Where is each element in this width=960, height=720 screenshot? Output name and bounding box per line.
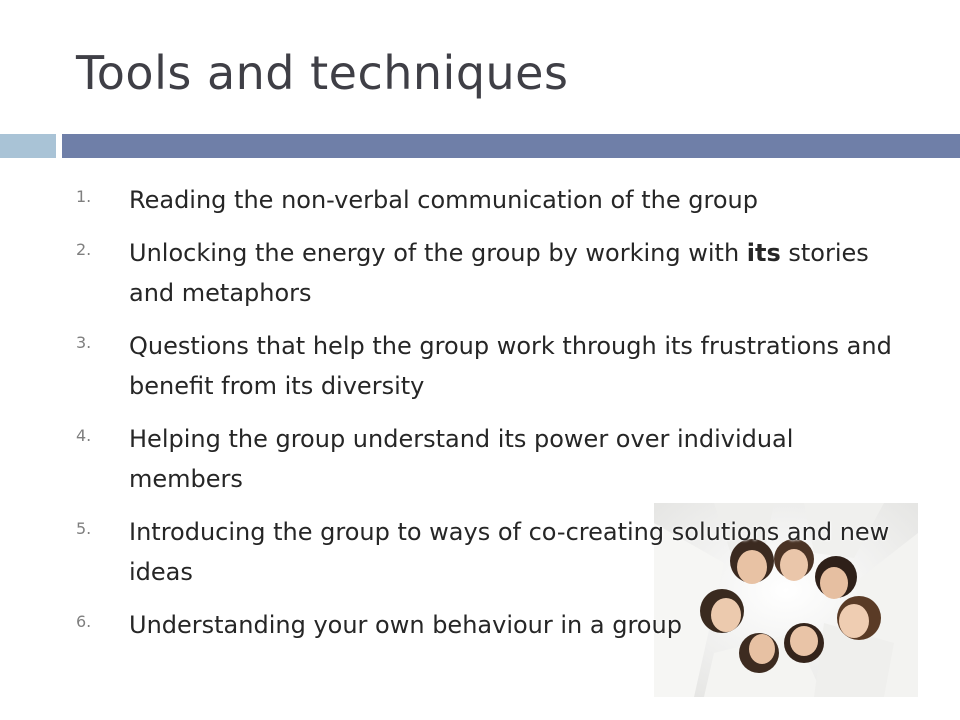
title-divider-bar — [62, 134, 960, 158]
title-divider-accent — [0, 134, 56, 158]
list-item — [0, 419, 960, 499]
list-item-number: 6. — [76, 612, 92, 631]
list-item — [0, 233, 960, 313]
list-item-number: 3. — [76, 333, 92, 352]
techniques-list — [0, 180, 960, 658]
list-item-text-part: Unlocking the energy of the group by working with — [129, 239, 747, 267]
list-item — [0, 512, 960, 592]
list-item-text: Questions that help the group work through its frustrations and benefit from its diversity — [129, 332, 892, 400]
list-item-number: 2. — [76, 240, 92, 259]
list-item-text-emphasis: its — [746, 239, 781, 267]
list-item — [0, 605, 960, 645]
list-item — [0, 326, 960, 406]
list-item — [0, 180, 960, 220]
list-item-number: 5. — [76, 519, 92, 538]
list-item-number: 1. — [76, 187, 92, 206]
list-item-number: 4. — [76, 426, 92, 445]
list-item-text: Helping the group understand its power over individual members — [129, 425, 794, 493]
list-item-text-part: stories and metaphors — [129, 239, 869, 307]
list-item-text: Introducing the group to ways of co-creating solutions and new ideas — [129, 518, 890, 586]
slide-title: Tools and techniques — [76, 46, 569, 100]
list-item-text: Understanding your own behaviour in a group — [129, 611, 682, 639]
list-item-text: Reading the non-verbal communication of the group — [129, 186, 758, 214]
list-item-text — [129, 233, 899, 313]
